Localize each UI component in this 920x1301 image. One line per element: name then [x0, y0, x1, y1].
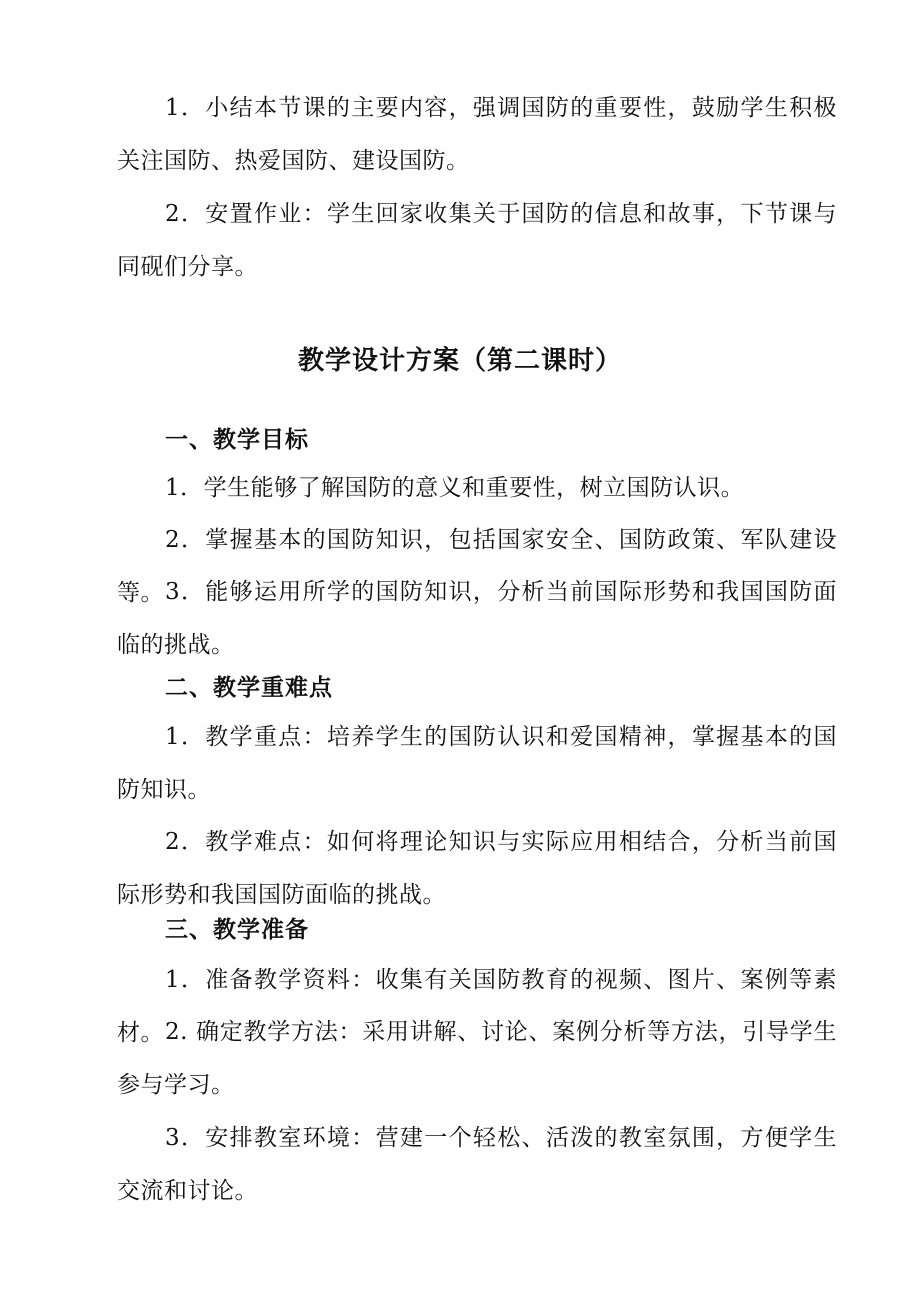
objective-item-1: 1．学生能够了解国防的意义和重要性，树立国防认识。 [165, 475, 745, 501]
objective-item-2: 2．掌握基本的国防知识，包括国家安全、国防政策、军队建设等。 [117, 527, 837, 606]
objective-item-3: 3．能够运用所学的国防知识，分析当前国际形势和我国国防面临的挑战。 [117, 579, 837, 658]
section-heading-key-points: 二、教学重难点 [165, 674, 333, 701]
preparation-item-2: 2. 确定教学方法：采用讲解、讨论、案例分析等方法，引导学生参与学习。 [117, 1019, 837, 1098]
key-point-item-2: 2．教学难点：如何将理论知识与实际应用相结合，分析当前国际形势和我国国防面临的挑战。 [117, 829, 837, 908]
paragraph-homework: 2．安置作业：学生回家收集关于国防的信息和故事，下节课与同砚们分享。 [117, 201, 837, 280]
section-heading-objectives: 一、教学目标 [165, 426, 309, 453]
page-title: 教学设计方案（第二课时） [297, 346, 622, 376]
key-point-item-1: 1．教学重点：培养学生的国防认识和爱国精神，掌握基本的国防知识。 [117, 724, 837, 803]
section-heading-preparation: 三、教学准备 [165, 916, 309, 943]
preparation-item-3: 3．安排教室环境：营建一个轻松、活泼的教室氛围，方便学生交流和讨论。 [117, 1125, 837, 1204]
paragraph-summary: 1．小结本节课的主要内容，强调国防的重要性，鼓励学生积极关注国防、热爱国防、建设国防。 [117, 95, 837, 174]
preparation-item-1: 1．准备教学资料：收集有关国防教育的视频、图片、案例等素材。 [117, 967, 837, 1046]
